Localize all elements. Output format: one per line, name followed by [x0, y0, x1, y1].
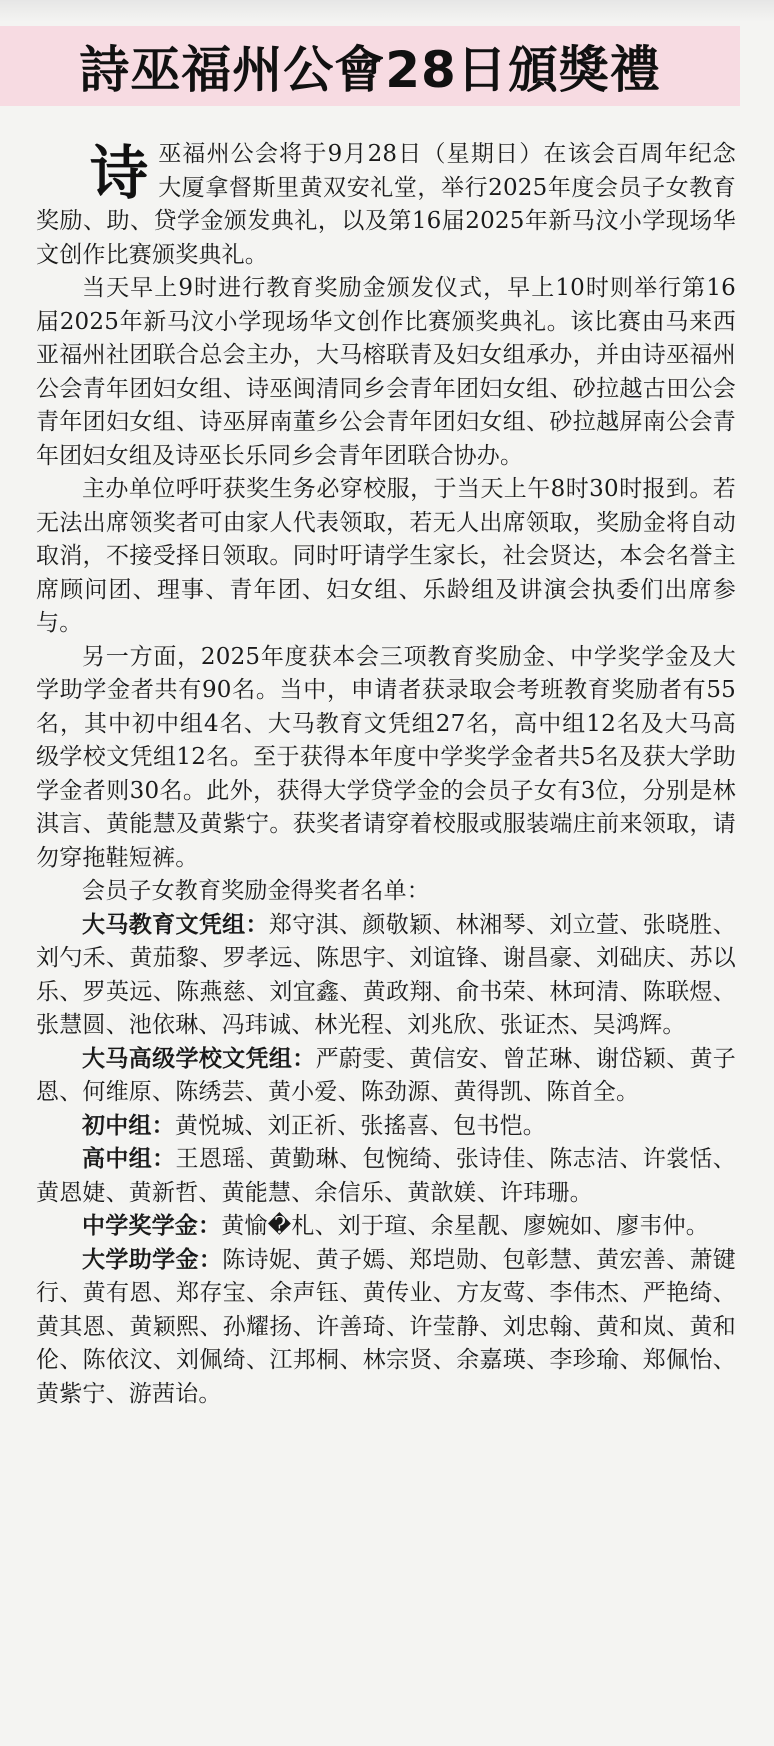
page-right-edge	[752, 22, 774, 1746]
list-names: 郑守淇、颜敬颖、林湘琴、刘立萱、张晓胜、刘勺禾、黄茄黎、罗孝远、陈思宇、刘谊锋、谢昌豪、刘础庆、苏以乐、罗英远、陈燕慈、刘宜鑫、黄政翔、俞书荣、林珂清、陈联煜、张慧圆、池依琳、冯玮诚、林光程、刘兆欣、张证杰、吴鸿辉。	[36, 911, 736, 1038]
top-strip	[0, 0, 774, 22]
list-item	[36, 1110, 736, 1144]
winners-list-heading: 会员子女教育奖励金得奖者名单：	[82, 878, 430, 904]
list-item	[36, 909, 736, 1043]
list-category: 大学助学金：	[82, 1246, 223, 1273]
list-names: 黄愉�札、刘于瑄、余星靓、廖婉如、廖韦仲。	[221, 1213, 709, 1239]
paragraph-3: 主办单位呼吁获奖生务必穿校服，于当天上午8时30时报到。若无法出席领奖者可由家人代表领取，若无人出席领取，奖励金将自动取消，不接受择日领取。同时吁请学生家长，社会贤达，本会名誉主席顾问团、理事、青年团、妇女组、乐龄组及讲演会执委们出席参与。	[36, 476, 736, 636]
list-names: 王恩瑶、黄勤琳、包惋绮、张诗佳、陈志洁、许裳恬、黄恩婕、黄新哲、黄能慧、余信乐、黄歆媄、许玮珊。	[36, 1146, 736, 1206]
list-item	[36, 1244, 736, 1412]
drop-cap: 诗	[90, 139, 149, 207]
list-names: 黄悦城、刘正祈、张搖喜、包书恺。	[174, 1112, 547, 1139]
paragraph-4: 另一方面，2025年度获本会三项教育奖励金、中学奖学金及大学助学金者共有90名。当中，申请者获录取会考班教育奖励者有55名，其中初中组4名、大马教育文凭组27名，高中组12名及大马高级学校文凭组12名。至于获得本年度中学奖学金者共5名及获大学助学金者则30名。此外，获得大学贷学金的会员子女有3位，分别是林淇言、黄能慧及黄紫宁。获奖者请穿着校服或服装端庄前来领取，请勿穿拖鞋短裤。	[36, 643, 736, 871]
paragraph-1	[36, 138, 736, 272]
list-names: 陈诗妮、黄子嫣、郑垲勋、包彰慧、黄宏善、萧键行、黄有恩、郑存宝、余声钰、黄传业、方友莺、李伟杰、严艳绮、黄其恩、黄颖熙、孙耀扬、许善琦、许莹静、刘忠翰、黄和岚、黄和伦、陈依汶、刘佩绮、江邦桐、林宗贤、余嘉瑛、李珍瑜、郑佩怡、黄紫宁、游茜诒。	[36, 1246, 737, 1407]
list-item	[36, 1143, 736, 1210]
list-category: 高中组：	[82, 1146, 176, 1172]
list-category: 大马教育文凭组：	[82, 911, 269, 938]
headline-banner	[0, 26, 740, 106]
paragraph-2: 当天早上9时进行教育奖励金颁发仪式，早上10时则举行第16届2025年新马汶小学现场华文创作比赛颁奖典礼。该比赛由马来西亚福州社团联合总会主办，大马榕联青及妇女组承办，并由诗巫福州公会青年团妇女组、诗巫闽清同乡会青年团妇女组、砂拉越古田公会青年团妇女组、诗巫屏南董乡公会青年团妇女组、砂拉越屏南公会青年团妇女组及诗巫长乐同乡会青年团联合协办。	[36, 275, 736, 469]
paragraph-1-text: 巫福州公会将于9月28日（星期日）在该会百周年纪念大厦拿督斯里黄双安礼堂，举行2025年度会员子女教育奖励、助、贷学金颁发典礼，以及第16届2025年新马汶小学现场华文创作比赛颁奖典礼。	[36, 141, 736, 268]
list-category: 初中组：	[82, 1112, 175, 1139]
list-item	[36, 1043, 736, 1110]
article-body	[36, 138, 736, 1411]
headline: 詩巫福州公會28日頒獎禮	[79, 41, 661, 99]
list-category: 大马高级学校文凭组：	[82, 1045, 316, 1072]
list-item	[36, 1210, 736, 1244]
list-names: 严蔚雯、黄信安、曾芷琳、谢岱颖、黄子恩、何维原、陈绣芸、黄小爱、陈劲源、黄得凯、陈首全。	[36, 1045, 737, 1105]
list-category: 中学奖学金：	[82, 1213, 222, 1239]
